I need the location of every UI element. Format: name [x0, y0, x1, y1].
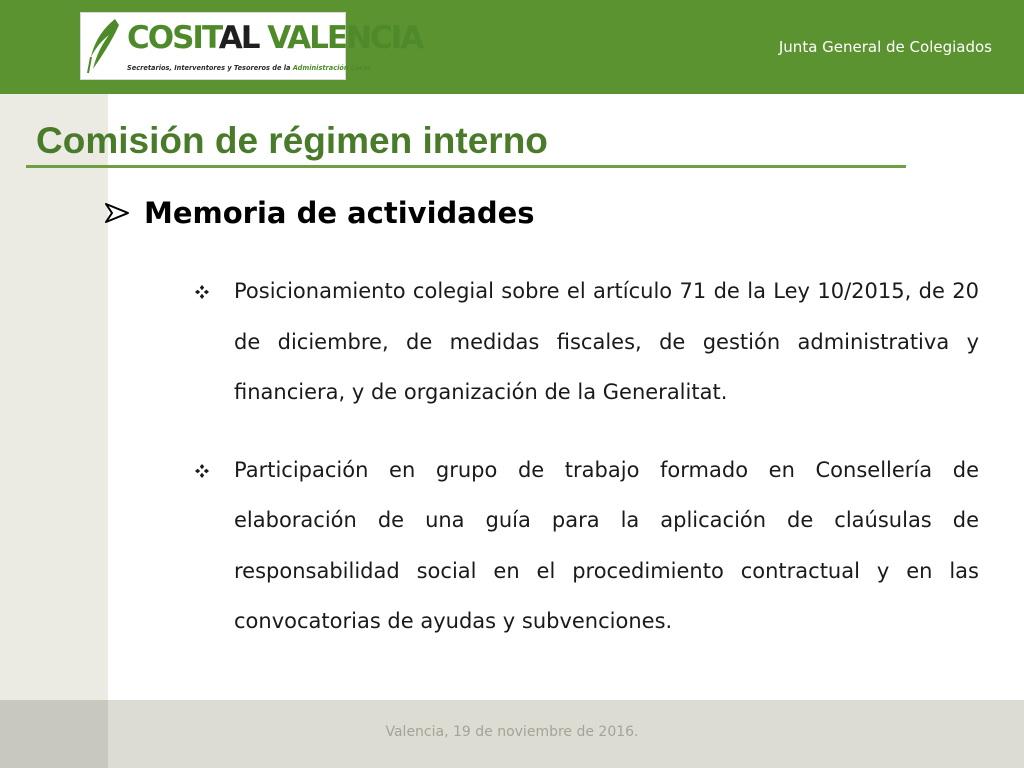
logo-tagline: Secretarios, Interventores y Tesoreros de la Administración Local [127, 64, 371, 72]
cosital-logo [80, 12, 423, 80]
header-bar [0, 0, 1024, 94]
list-item [195, 266, 979, 418]
arrowhead-icon [104, 202, 130, 224]
bullet-text: Participación en grupo de trabajo formado en Consellería de elaboración de una guía para la aplicación de claúsulas de responsabilidad social en el procedimiento contractual y en las convocatorias de ayudas y subvenciones. [234, 457, 979, 633]
logo-wordmark: COSITAL VALENCIA [127, 20, 423, 56]
section-heading: Memoria de actividades [144, 196, 535, 230]
bullet-text: Posicionamiento colegial sobre el artículo 71 de la Ley 10/2015, de 20 de diciembre, de medidas fiscales, de gestión administrativa y financiera, y de organización de la Generalitat. [234, 279, 979, 404]
four-diamond-icon [195, 464, 209, 478]
bullet-list [195, 266, 979, 674]
four-diamond-icon [195, 285, 209, 299]
left-decorative-stripe [0, 94, 108, 700]
title-underline [26, 165, 906, 168]
footer-date: Valencia, 19 de noviembre de 2016. [385, 724, 639, 740]
quill-icon [85, 17, 125, 75]
page-title: Comisión de régimen interno [36, 120, 548, 161]
header-caption: Junta General de Colegiados [778, 38, 992, 56]
list-item [195, 445, 979, 647]
